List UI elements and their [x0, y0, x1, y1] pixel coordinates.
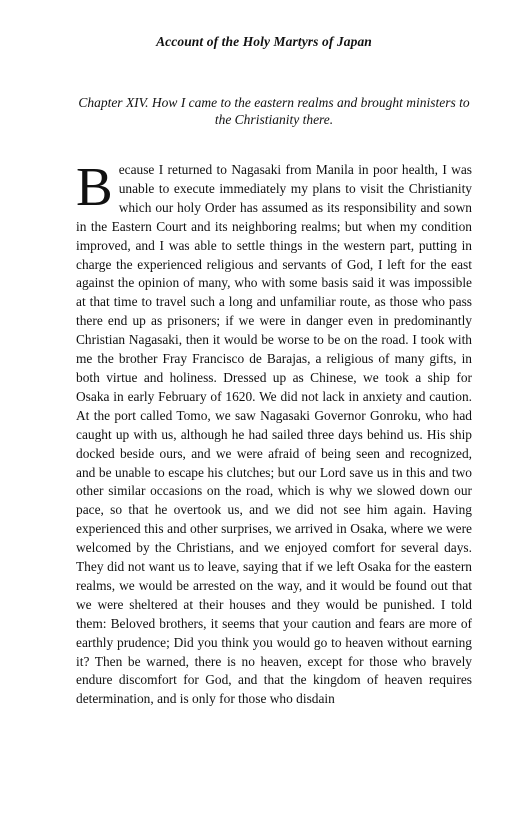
drop-cap: B [76, 156, 113, 217]
chapter-heading: Chapter XIV. How I came to the eastern realms and brought ministers to the Christianity there. [78, 95, 470, 127]
running-title: Account of the Holy Martyrs of Japan [156, 34, 372, 49]
body-paragraph [76, 156, 472, 709]
body-paragraph-text: ecause I returned to Nagasaki from Manila in poor health, I was unable to execute immediately my plans to visit the Christianity which our holy Order has assumed as its responsibility and sown in the Eastern Court and its neighboring realms; but when my condition improved, and I was able to settle things in the western part, putting in charge the experienced religious and servants of God, I left for the east against the opinion of many, who with some basis said it was impossible at that time to travel such a long and unfamiliar route, as those who pass there end up as prisoners; if we were in danger even in predominantly Christian Nagasaki, then it would be worse to be on the road. I took with me the brother Fray Francisco de Barajas, a religious of many gifts, in both virtue and holiness. Dressed up as Chinese, we took a ship for Osaka in early February of 1620. We did not lack in anxiety and caution. At the port called Tomo, we saw Nagasaki Governor Gonroku, who had caught up with us, although he had sailed three days behind us. His ship docked beside ours, and we were afraid of being seen and recognized, and be unable to escape his clutches; but our Lord save us in this and two other similar occasions on the road, which is why we slowed down our pace, so that he overtook us, and we did not see him again. Having experienced this and other surprises, we arrived in Osaka, where we were welcomed by the Christians, and we enjoyed comfort for several days. They did not want us to leave, saying that if we left Osaka for the eastern realms, we would be arrested on the way, and it would be found out that we were sheltered at their houses and they would be punished. I told them: Beloved brothers, it seems that your caution and fears are more of earthly prudence; Did you think you would go to heaven without earning it? Then be warned, there is no heaven, except for those who bravely endure discomfort for God, and that the kingdom of heaven requires determination, and is only for those who disdain [76, 162, 472, 707]
